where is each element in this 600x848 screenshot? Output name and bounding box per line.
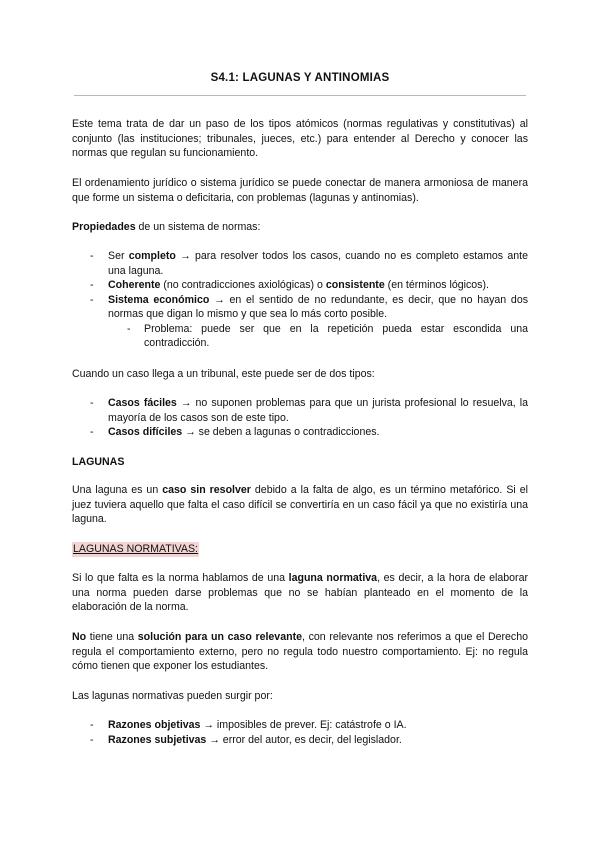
title-divider — [74, 95, 526, 96]
list-dash: - — [90, 719, 94, 731]
propiedades-intro — [72, 220, 528, 235]
item-text: → para resolver todos los casos, cuando no es completo estamos ante una laguna. — [108, 250, 528, 277]
item-bold: Casos difíciles — [108, 426, 183, 438]
normativas-paragraph-3: Las lagunas normativas pueden surgir por: — [72, 690, 273, 702]
item-bold: Sistema económico — [108, 293, 210, 306]
para-text: , con relevante nos referimos a que el Derecho regula el comportamiento externo, pero no regula todo nuestro comportamiento. Ej: no regula cómo tienen que exponer los estudiantes. — [72, 631, 529, 672]
item-bold: Coherente — [108, 279, 161, 291]
list-dash: - — [90, 426, 94, 438]
list-dash: - — [90, 250, 94, 262]
item-bold: Razones subjetivas — [108, 733, 207, 746]
page-title: S4.1: LAGUNAS Y ANTINOMIAS — [210, 72, 390, 84]
list-subitem — [72, 322, 528, 351]
list-item — [72, 293, 528, 322]
intro-paragraph-2: El ordenamiento jurídico o sistema jurídico se puede conectar de manera armoniosa de manera que forme un sistema o deficitaria, con problemas (lagunas y antinomias). — [72, 177, 528, 204]
lagunas-normativas-heading: LAGUNAS NORMATIVAS: — [73, 543, 198, 555]
para-bold: No — [72, 631, 87, 643]
propiedades-bold: Propiedades — [72, 221, 136, 233]
item-bold: completo — [128, 250, 176, 262]
item-text: → se deben a lagunas o contradicciones. — [182, 426, 380, 438]
item-text: (no contradicciones axiológicas) o — [160, 279, 326, 291]
para-bold: laguna normativa — [288, 572, 378, 584]
casos-list — [72, 396, 528, 440]
normativas-paragraph-2 — [72, 630, 528, 674]
para-text: , es decir, a la hora de elaborar una norma pueden darse problemas que no se habían planteado en el momento de la elaboración de la norma. — [72, 572, 529, 613]
para-text: tiene una — [86, 631, 138, 643]
lagunas-paragraph — [72, 483, 528, 527]
item-bold: consistente — [325, 279, 385, 291]
list-item — [72, 278, 528, 293]
item-text: → imposibles de prever. Ej: catástrofe o IA. — [200, 719, 407, 731]
intro-paragraph-1: Este tema trata de dar un paso de los tipos atómicos (normas regulativas y constitutivas) al conjunto (las instituciones; tribunales, jueces, etc.) para entender al Derecho y conocer las normas que regulan su funcionamiento. — [72, 118, 528, 159]
para-text: debido a la falta de algo, es un término metafórico. Si el juez tuviera aquello que falta el caso difícil se convertiría en un caso fácil ya que no existiría una laguna. — [72, 484, 528, 525]
list-dash: - — [90, 293, 94, 306]
razones-list — [72, 718, 528, 747]
propiedades-rest: de un sistema de normas: — [135, 221, 261, 233]
tribunal-intro: Cuando un caso llega a un tribunal, este puede ser de dos tipos: — [72, 368, 375, 380]
normativas-paragraph-1 — [72, 571, 528, 615]
list-dash: - — [90, 397, 94, 409]
para-text: Una laguna es un — [72, 484, 163, 496]
item-text: → en el sentido de no redundante, es decir, que no hayan dos normas que digan lo mismo y que sea lo más corto posible. — [108, 293, 529, 320]
list-dash: - — [90, 279, 94, 291]
list-item — [72, 733, 528, 748]
para-bold: solución para un caso relevante — [137, 631, 302, 643]
propiedades-list — [72, 249, 528, 351]
list-item — [72, 718, 528, 733]
list-dash: - — [127, 322, 131, 335]
item-text: Ser — [108, 250, 129, 262]
item-text: → error del autor, es decir, del legislador. — [206, 733, 402, 746]
list-item — [72, 425, 528, 440]
para-bold: caso sin resolver — [162, 484, 251, 496]
para-text: Si lo que falta es la norma hablamos de una — [72, 572, 289, 584]
subitem-text: Problema: puede ser que en la repetición pueda estar escondida una contradicción. — [144, 322, 528, 349]
item-text: (en términos lógicos). — [384, 279, 489, 291]
list-dash: - — [90, 733, 94, 746]
item-bold: Casos fáciles — [108, 397, 177, 409]
list-item — [72, 396, 528, 425]
list-item — [72, 249, 528, 278]
item-text: → no suponen problemas para que un jurista profesional lo resuelva, la mayoría de los casos son de este tipo. — [108, 397, 528, 424]
lagunas-heading: LAGUNAS — [72, 456, 125, 468]
item-bold: Razones objetivas — [108, 719, 201, 731]
